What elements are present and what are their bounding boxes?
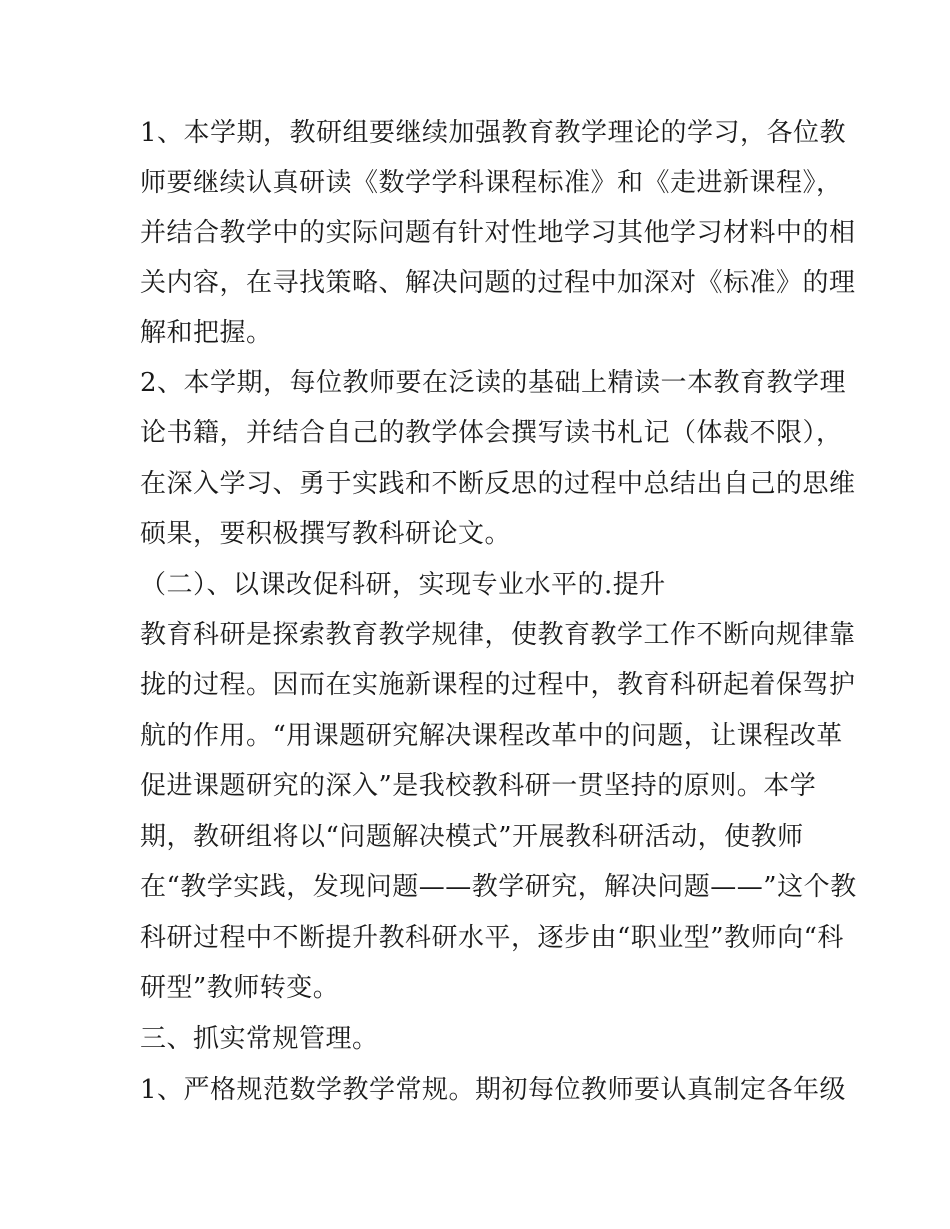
text-line: 拢的过程。因而在实施新课程的过程中，教育科研起着保驾护: [140, 670, 856, 700]
text-line: 2、本学期，每位教师要在泛读的基础上精读一本教育教学理: [140, 368, 847, 398]
text-line: 教育科研是探索教育教学规律，使教育教学工作不断向规律靠: [140, 620, 856, 650]
text-line: 硕果，要积极撰写教科研论文。: [140, 519, 512, 549]
text-line: 航的作用。“用课题研究解决课程改革中的问题，让课程改革: [140, 721, 843, 751]
text-line: 并结合教学中的实际问题有针对性地学习其他学习材料中的相: [140, 218, 856, 248]
text-line: 科研过程中不断提升教科研水平，逐步由“职业型”教师向“科: [140, 923, 844, 953]
text-line: 1、本学期，教研组要继续加强教育教学理论的学习，各位教: [140, 118, 847, 148]
text-line: 促进课题研究的深入”是我校教科研一贯坚持的原则。本学: [140, 771, 817, 801]
text-line: 论书籍，并结合自己的教学体会撰写读书札记（体裁不限），: [140, 418, 843, 448]
text-line: 1、严格规范数学教学常规。期初每位教师要认真制定各年级: [140, 1075, 847, 1105]
text-line: 解和把握。: [140, 318, 273, 348]
text-line: 关内容，在寻找策略、解决问题的过程中加深对《标准》的理: [140, 268, 856, 298]
section-heading: 三、抓实常规管理。: [140, 1024, 379, 1054]
text-line: 期，教研组将以“问题解决模式”开展教科研活动，使教师: [140, 822, 804, 852]
text-line: 研型”教师转变。: [140, 973, 340, 1003]
text-line: 在“教学实践，发现问题——教学研究，解决问题——”这个教: [140, 872, 857, 902]
text-line: 师要继续认真研读《数学学科课程标准》和《走进新课程》，: [140, 168, 843, 198]
section-heading: （二）、以课改促科研，实现专业水平的.提升: [140, 570, 666, 600]
text-line: 在深入学习、勇于实践和不断反思的过程中总结出自己的思维: [140, 469, 856, 499]
